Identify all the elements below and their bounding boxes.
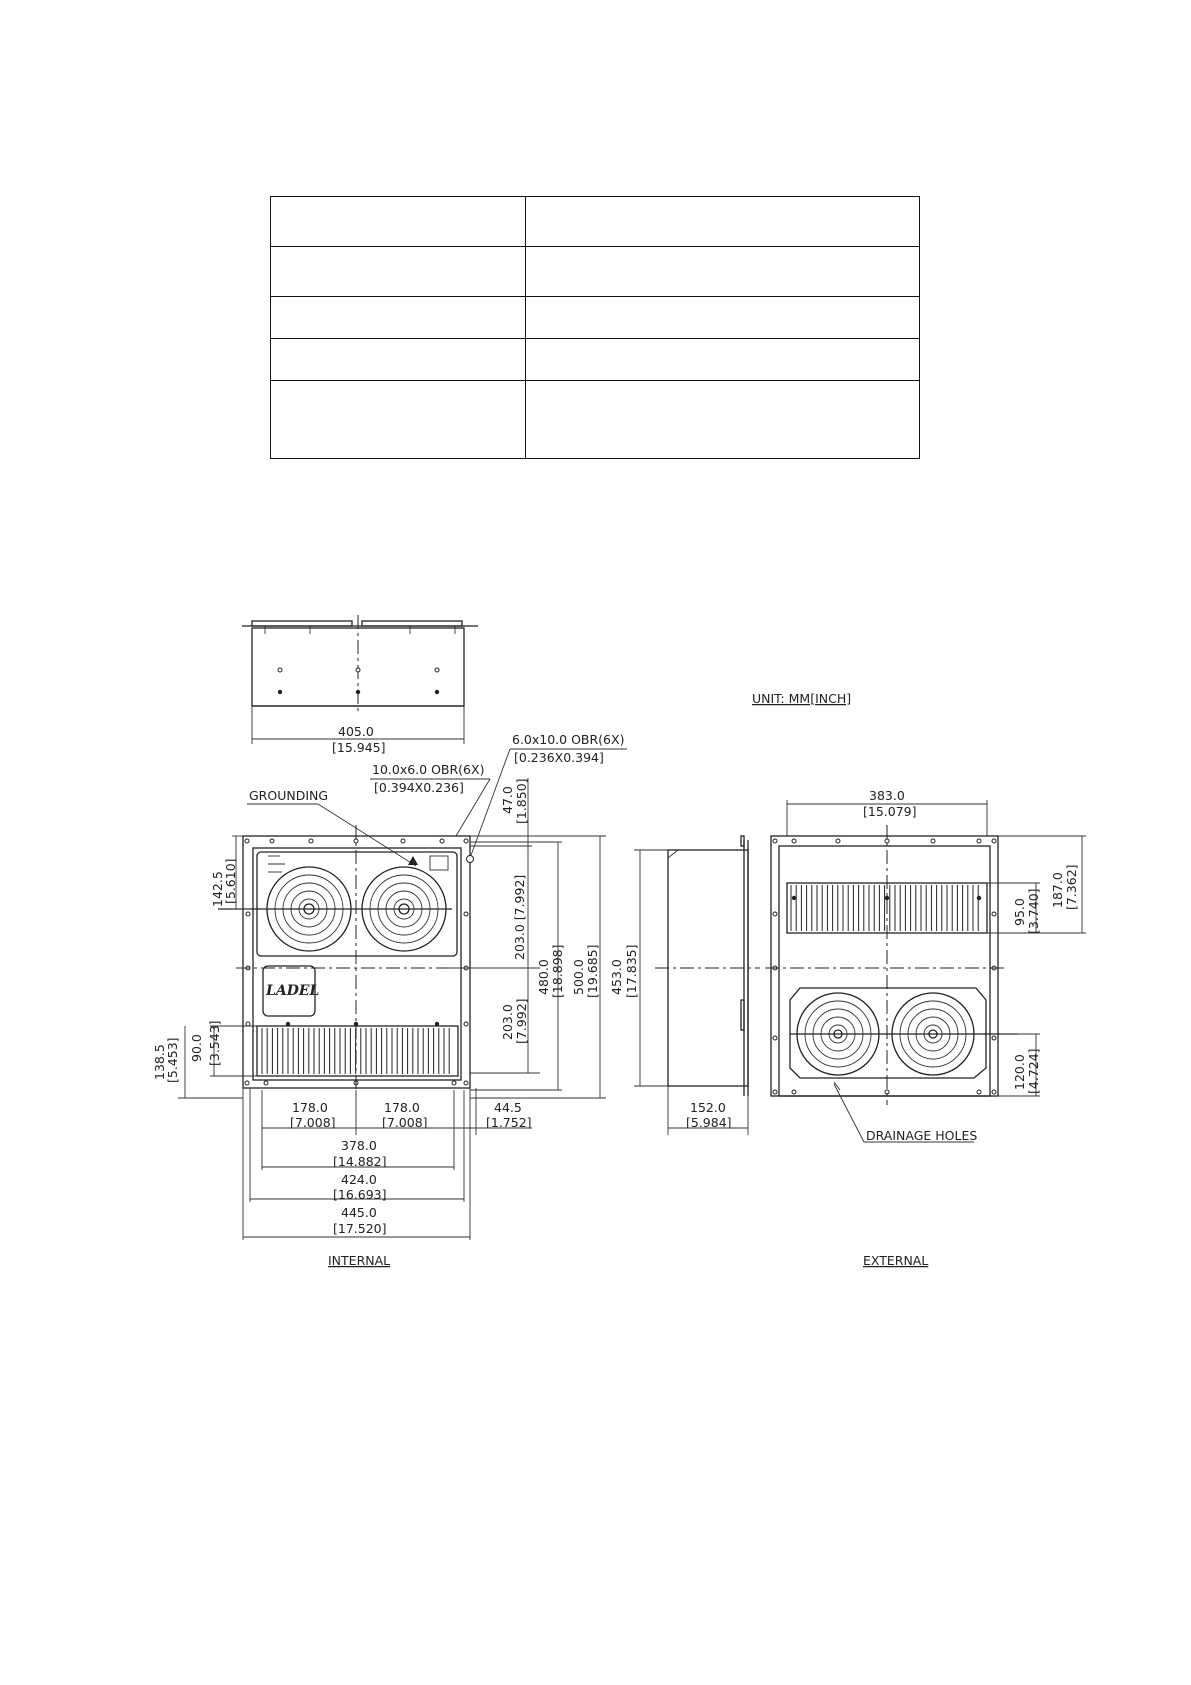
dim-178a: 178.0	[292, 1100, 328, 1115]
dim-187: 187.0	[1050, 872, 1065, 908]
dim-1385: 138.5	[152, 1044, 167, 1080]
dim-424: 424.0	[341, 1172, 377, 1187]
drainage-label: DRAINAGE HOLES	[866, 1128, 978, 1143]
dim-95: 95.0	[1012, 898, 1027, 926]
dim-424-in: [16.693]	[333, 1187, 387, 1202]
dim-378: 378.0	[341, 1138, 377, 1153]
internal-view	[218, 825, 478, 1100]
dim-203b: 203.0	[500, 1004, 515, 1040]
dim-142: 142.5	[210, 871, 225, 907]
dim-47: 47.0	[500, 786, 515, 814]
dim-445: 445.0	[341, 1205, 377, 1220]
dim-1385-in: [5.453]	[165, 1037, 180, 1083]
slot-a-label-in: [0.236X0.394]	[514, 750, 604, 765]
dim-480: 480.0	[536, 959, 551, 995]
side-view	[609, 836, 760, 1135]
dim-152: 152.0	[690, 1100, 726, 1115]
dim-480-in: [18.898]	[550, 944, 565, 998]
dim-178a-in: [7.008]	[290, 1115, 336, 1130]
dim-178b: 178.0	[384, 1100, 420, 1115]
dim-120-in: [4.724]	[1026, 1048, 1041, 1094]
dim-47-in: [1.850]	[514, 778, 529, 824]
dim-90-in: [3.543]	[207, 1020, 222, 1066]
slot-b-label-in: [0.394X0.236]	[374, 780, 464, 795]
dim-178b-in: [7.008]	[382, 1115, 428, 1130]
slot-b-label: 10.0x6.0 OBR(6X)	[372, 762, 485, 777]
grounding-label: GROUNDING	[249, 788, 329, 803]
dim-95-in: [3.740]	[1026, 888, 1041, 934]
external-caption: EXTERNAL	[863, 1253, 929, 1268]
dim-383: 383.0	[869, 788, 905, 803]
dim-445s: 44.5	[494, 1100, 522, 1115]
brand-logo: LADEL	[266, 983, 320, 999]
dim-445-in: [17.520]	[333, 1221, 387, 1236]
dim-152-in: [5.984]	[686, 1115, 732, 1130]
slot-a-label: 6.0x10.0 OBR(6X)	[512, 732, 625, 747]
dim-453-in: [17.835]	[624, 944, 639, 998]
units-label: UNIT: MM[INCH]	[752, 691, 852, 706]
dim-120: 120.0	[1012, 1054, 1027, 1090]
dim-500: 500.0	[571, 959, 586, 995]
dim-203b-in: [7.992]	[514, 998, 529, 1044]
dim-90: 90.0	[189, 1034, 204, 1062]
dim-378-in: [14.882]	[333, 1154, 387, 1169]
dim-453: 453.0	[609, 959, 624, 995]
dim-405-in: [15.945]	[332, 740, 386, 755]
dim-383-in: [15.079]	[863, 804, 917, 819]
internal-caption: INTERNAL	[328, 1253, 391, 1268]
external-view	[765, 788, 1086, 1268]
dim-500-in: [19.685]	[585, 944, 600, 998]
dim-187-in: [7.362]	[1064, 864, 1079, 910]
dim-203a: 203.0 [7.992]	[512, 874, 527, 960]
dim-405: 405.0	[338, 724, 374, 739]
callouts	[247, 732, 627, 866]
dim-142-in: [5.610]	[223, 858, 238, 904]
top-view	[242, 615, 478, 755]
dim-445s-in: [1.752]	[486, 1115, 532, 1130]
